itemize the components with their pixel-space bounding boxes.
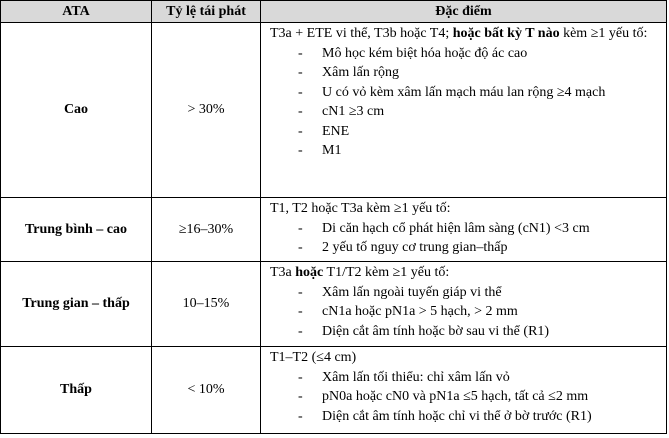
features-cell xyxy=(261,23,667,198)
header-row xyxy=(1,1,667,23)
recurrence-rate: ≥16–30% xyxy=(152,198,261,262)
lead-emphasis: hoặc xyxy=(295,265,324,280)
feature-list xyxy=(270,44,666,161)
ata-level: Thấp xyxy=(1,347,152,434)
list-item: - Xâm lấn rộng xyxy=(270,63,666,83)
features-lead: T1, T2 hoặc T3a kèm ≥1 yếu tố: xyxy=(270,201,451,216)
list-item: - U có vỏ kèm xâm lấn mạch máu lan rộng ≥4 mạch xyxy=(270,83,666,103)
table-row-low xyxy=(1,347,667,434)
list-item: - Diện cắt âm tính hoặc bờ sau vi thể (R1) xyxy=(270,322,666,342)
features-lead xyxy=(270,24,666,44)
list-item: - Xâm lấn tối thiểu: chỉ xâm lấn vỏ xyxy=(270,368,666,388)
header-ata: ATA xyxy=(1,1,152,23)
features-lead: T1–T2 (≤4 cm) xyxy=(270,350,357,365)
lead-text: T3a + ETE vi thể, T3b hoặc T4; xyxy=(270,26,453,41)
table-row-intermediate-low xyxy=(1,262,667,347)
list-item: - ENE xyxy=(270,122,666,142)
ata-level: Trung bình – cao xyxy=(1,198,152,262)
list-item: - pN0a hoặc cN0 và pN1a ≤5 hạch, tất cả ≤2 mm xyxy=(270,387,666,407)
list-item: - cN1a hoặc pN1a > 5 hạch, > 2 mm xyxy=(270,302,666,322)
lead-text-tail: T1/T2 kèm ≥1 yếu tố: xyxy=(323,265,450,280)
table-row-high xyxy=(1,23,667,198)
list-item: - Xâm lấn ngoài tuyến giáp vi thể xyxy=(270,283,666,303)
feature-list xyxy=(270,368,666,427)
lead-emphasis: hoặc bất kỳ T nào xyxy=(452,26,560,41)
ata-level: Cao xyxy=(1,23,152,198)
list-item: - Diện cắt âm tính hoặc chỉ vi thể ở bờ trước (R1) xyxy=(270,407,666,427)
recurrence-rate: > 30% xyxy=(152,23,261,198)
header-recurrence-rate: Tỷ lệ tái phát xyxy=(152,1,261,23)
features-cell xyxy=(261,198,667,262)
list-item: - 2 yếu tố nguy cơ trung gian–thấp xyxy=(270,238,666,258)
ata-level: Trung gian – thấp xyxy=(1,262,152,347)
features-cell xyxy=(261,262,667,347)
lead-text-tail: kèm ≥1 yếu tố: xyxy=(559,26,648,41)
features-lead xyxy=(270,263,666,283)
lead-text: T3a xyxy=(270,265,296,280)
list-item: - M1 xyxy=(270,141,666,161)
feature-list xyxy=(270,283,666,342)
list-item: - Di căn hạch cổ phát hiện lâm sàng (cN1) <3 cm xyxy=(270,219,666,239)
header-features: Đặc điểm xyxy=(261,1,667,23)
list-item: - cN1 ≥3 cm xyxy=(270,102,666,122)
table-row-intermediate-high xyxy=(1,198,667,262)
list-item: - Mô học kém biệt hóa hoặc độ ác cao xyxy=(270,44,666,64)
recurrence-rate: < 10% xyxy=(152,347,261,434)
feature-list xyxy=(270,219,666,258)
features-cell xyxy=(261,347,667,434)
recurrence-rate: 10–15% xyxy=(152,262,261,347)
